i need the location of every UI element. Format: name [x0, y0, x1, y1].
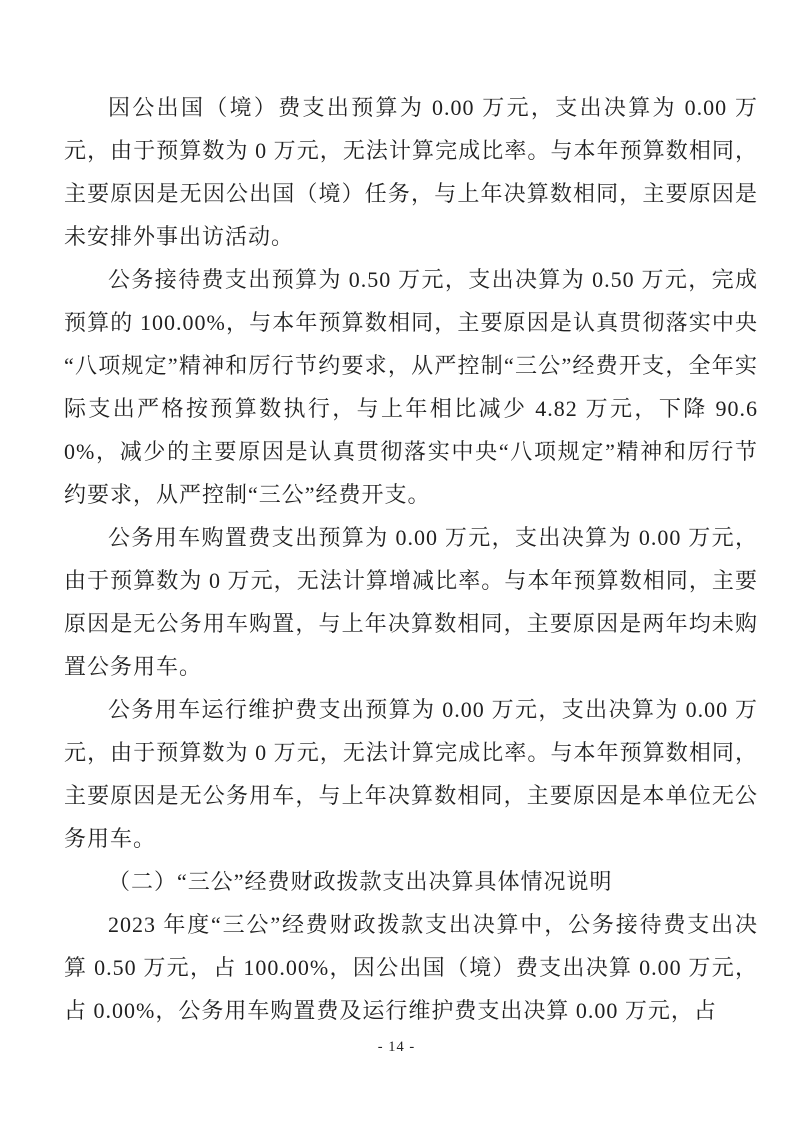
section-heading-three-public-details: （二）“三公”经费财政拨款支出决算具体情况说明: [108, 869, 613, 894]
paragraph-vehicle-purchase-expense: 公务用车购置费支出预算为 0.00 万元，支出决算为 0.00 万元，由于预算数为 0 万元，无法计算增减比率。与本年预算数相同，主要原因是无公务用车购置，与上年决算数相同，主要原因是两年均未购置公务用车。: [64, 525, 758, 679]
paragraph-outbound-travel-expense: 因公出国（境）费支出预算为 0.00 万元，支出决算为 0.00 万元，由于预算数为 0 万元，无法计算完成比率。与本年预算数相同，主要原因是无因公出国（境）任务，与上年决算数相同，主要原因是未安排外事出访活动。: [64, 95, 758, 249]
paragraph-three-public-summary: 2023 年度“三公”经费财政拨款支出决算中，公务接待费支出决算 0.50 万元，占 100.00%，因公出国（境）费支出决算 0.00 万元，占 0.00%，公务用车购置费及运行维护费支出决算 0.00 万元，占: [64, 912, 758, 1023]
paragraph-vehicle-maintenance-expense: 公务用车运行维护费支出预算为 0.00 万元，支出决算为 0.00 万元，由于预算数为 0 万元，无法计算完成比率。与本年预算数相同，主要原因是无公务用车，与上年决算数相同，主要原因是本单位无公务用车。: [64, 697, 758, 851]
document-body: [64, 86, 758, 1032]
page-number: - 14 -: [377, 1039, 416, 1055]
page-footer: [0, 1038, 793, 1056]
paragraph-official-reception-expense: 公务接待费支出预算为 0.50 万元，支出决算为 0.50 万元，完成预算的 100.00%，与本年预算数相同，主要原因是认真贯彻落实中央“八项规定”精神和厉行节约要求，从严控制“三公”经费开支，全年实际支出严格按预算数执行，与上年相比减少 4.82 万元，下降 90.60%，减少的主要原因是认真贯彻落实中央“八项规定”精神和厉行节约要求，从严控制“三公”经费开支。: [64, 267, 758, 507]
